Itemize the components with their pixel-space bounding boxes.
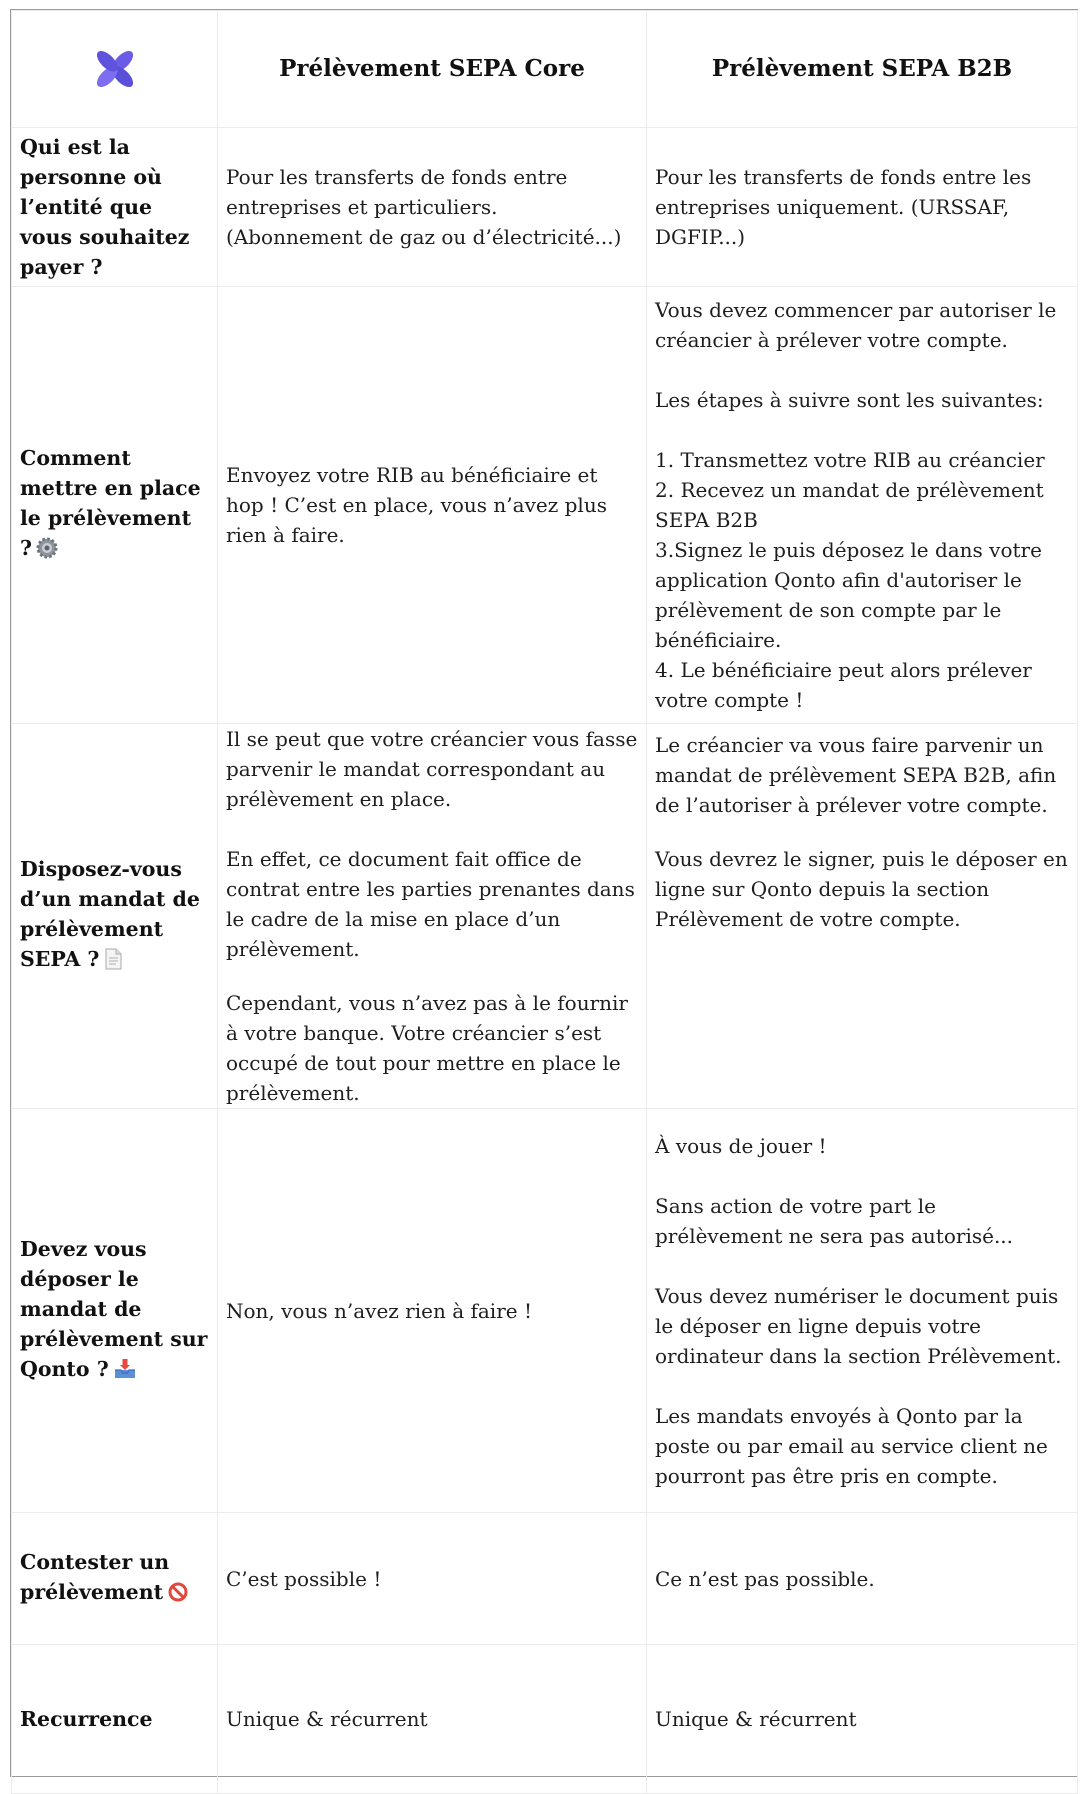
gear-icon	[36, 537, 58, 567]
row-label-text: Contester un prélèvement	[20, 1549, 170, 1604]
row-label: Recurrence	[12, 1645, 218, 1794]
b2b-cell	[647, 724, 1078, 1109]
core-cell: Unique & récurrent	[218, 1645, 647, 1794]
core-cell: Non, vous n’avez rien à faire !	[218, 1109, 647, 1513]
b2b-step: 3.Signez le puis déposez le dans votre application Qonto afin d'autoriser le prélèvement de son compte par le bénéficiaire.	[655, 538, 1042, 652]
row-label	[12, 287, 218, 724]
b2b-cell: Ce n’est pas possible.	[647, 1513, 1078, 1645]
b2b-step: 1. Transmettez votre RIB au créancier	[655, 448, 1045, 472]
b2b-paragraph: Les mandats envoyés à Qonto par la poste ou par email au service client ne pourront pas être pris en compte.	[655, 1403, 1048, 1488]
b2b-cell: Pour les transferts de fonds entre les entreprises uniquement. (URSSAF, DGFIP...)	[647, 128, 1078, 287]
core-paragraph: Il se peut que votre créancier vous fasse parvenir le mandat correspondant au prélèvement en place.	[226, 727, 638, 811]
inbox-tray-icon	[113, 1358, 137, 1388]
core-cell: Envoyez votre RIB au bénéficiaire et hop ! C’est en place, vous n’avez plus rien à faire.	[218, 287, 647, 724]
table-row	[12, 1513, 1078, 1645]
b2b-step: 4. Le bénéficiaire peut alors prélever votre compte !	[655, 658, 1032, 712]
qonto-logo-icon	[89, 43, 141, 95]
row-label	[12, 1513, 218, 1645]
column-header-core: Prélèvement SEPA Core	[218, 11, 647, 128]
table-row	[12, 128, 1078, 287]
column-header-b2b: Prélèvement SEPA B2B	[647, 11, 1078, 128]
comparison-table	[11, 10, 1078, 1794]
row-label	[12, 1109, 218, 1513]
b2b-paragraph: À vous de jouer !	[655, 1133, 827, 1158]
row-label	[12, 724, 218, 1109]
row-label: Qui est la personne où l’entité que vous souhaitez payer ?	[12, 128, 218, 287]
core-cell: C’est possible !	[218, 1513, 647, 1645]
document-icon	[103, 948, 123, 978]
b2b-paragraph: Vous devez numériser le document puis le déposer en ligne depuis votre ordinateur dans la section Prélèvement.	[655, 1283, 1062, 1368]
b2b-cell	[647, 287, 1078, 724]
b2b-paragraph: Vous devrez le signer, puis le déposer en ligne sur Qonto depuis la section Prélèvement de votre compte.	[655, 847, 1068, 931]
b2b-cell: Unique & récurrent	[647, 1645, 1078, 1794]
b2b-step: 2. Recevez un mandat de prélèvement SEPA B2B	[655, 478, 1044, 532]
b2b-paragraph: Sans action de votre part le prélèvement ne sera pas autorisé...	[655, 1193, 1014, 1248]
b2b-paragraph: Le créancier va vous faire parvenir un mandat de prélèvement SEPA B2B, afin de l’autoriser à prélever votre compte.	[655, 733, 1057, 817]
core-paragraph: Cependant, vous n’avez pas à le fournir à votre banque. Votre créancier s’est occupé de tout pour mettre en place le prélèvement.	[226, 991, 628, 1105]
b2b-cell	[647, 1109, 1078, 1513]
row-label-text: Devez vous déposer le mandat de prélèvement sur Qonto ?	[20, 1236, 208, 1381]
core-cell	[218, 724, 647, 1109]
table-row	[12, 1645, 1078, 1794]
logo-cell	[12, 11, 218, 128]
header-row	[12, 11, 1078, 128]
b2b-steps-title: Les étapes à suivre sont les suivantes:	[655, 388, 1044, 412]
table-row	[12, 287, 1078, 724]
core-cell: Pour les transferts de fonds entre entreprises et particuliers. (Abonnement de gaz ou d’électricité...)	[218, 128, 647, 287]
table-row	[12, 724, 1078, 1109]
comparison-frame	[10, 9, 1078, 1777]
table-row	[12, 1109, 1078, 1513]
b2b-intro: Vous devez commencer par autoriser le créancier à prélever votre compte.	[655, 298, 1057, 352]
core-paragraph: En effet, ce document fait office de contrat entre les parties prenantes dans le cadre de la mise en place d’un prélèvement.	[226, 847, 635, 961]
row-label-text: Comment mettre en place le prélèvement ?	[20, 446, 201, 560]
row-label-text: Disposez-vous d’un mandat de prélèvement SEPA ?	[20, 857, 200, 971]
prohibited-icon	[167, 1581, 189, 1611]
